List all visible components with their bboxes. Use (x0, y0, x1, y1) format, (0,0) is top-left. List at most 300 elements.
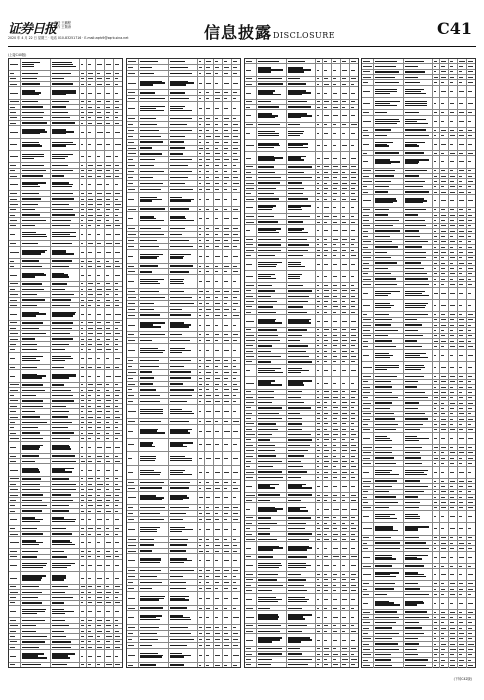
text-line (128, 551, 136, 552)
text-line (97, 165, 102, 166)
table-cell (138, 554, 167, 567)
text-line (106, 484, 109, 485)
text-line (351, 599, 355, 600)
text-line (81, 461, 85, 462)
text-line (88, 300, 93, 301)
text-line (224, 92, 228, 93)
text-line (97, 93, 101, 94)
table-cell (245, 271, 256, 282)
table-cell (331, 503, 340, 514)
text-line (351, 413, 355, 414)
table-cell (204, 592, 213, 605)
text-line (288, 290, 312, 291)
text-line (441, 192, 447, 193)
table-cell (86, 442, 95, 453)
table-cell (349, 202, 358, 213)
text-line (140, 395, 160, 396)
text-line (52, 544, 75, 545)
text-line (206, 61, 211, 62)
text-line (258, 556, 272, 557)
table-cell (362, 116, 373, 127)
text-line (246, 166, 253, 167)
text-line (246, 329, 251, 330)
table-row (9, 662, 122, 667)
text-line (258, 290, 275, 291)
text-line (206, 639, 210, 640)
text-line (128, 384, 135, 385)
text-line (199, 130, 202, 131)
text-line (88, 411, 92, 412)
text-line (10, 305, 17, 306)
text-line (441, 220, 445, 221)
text-line (128, 366, 132, 367)
text-line (351, 631, 356, 632)
table-cell (168, 193, 197, 206)
table-cell (86, 126, 95, 137)
table-cell (127, 77, 138, 90)
table-cell (168, 250, 197, 263)
text-line (215, 497, 220, 498)
table-cell (104, 247, 113, 258)
text-line (206, 315, 209, 316)
text-line (88, 519, 91, 520)
text-line (115, 422, 118, 423)
text-line (246, 255, 251, 256)
table-cell (315, 271, 322, 282)
text-line (215, 209, 218, 210)
text-line (258, 631, 280, 632)
text-line (88, 478, 93, 479)
table-cell (349, 128, 358, 139)
text-line (206, 98, 209, 99)
text-line (22, 521, 39, 522)
text-line (81, 252, 84, 253)
table-cell (79, 514, 86, 525)
text-line (246, 631, 253, 632)
text-line (22, 344, 37, 345)
text-line (288, 648, 301, 649)
text-line (333, 345, 337, 346)
text-line (324, 84, 329, 85)
table-cell (457, 156, 466, 167)
text-line (324, 177, 329, 178)
text-line (52, 315, 73, 316)
text-line (97, 411, 102, 412)
text-line (351, 659, 357, 660)
text-line (224, 98, 227, 99)
text-line (52, 406, 67, 407)
text-line (199, 83, 202, 84)
text-line (97, 305, 100, 306)
text-line (10, 367, 15, 368)
text-line (199, 598, 202, 599)
text-line (405, 225, 426, 226)
text-line (324, 107, 327, 108)
text-line (288, 193, 304, 194)
text-line (22, 94, 38, 95)
text-line (258, 361, 270, 362)
text-line (333, 659, 336, 660)
text-line (140, 118, 155, 119)
text-line (81, 597, 83, 598)
table-cell (50, 606, 79, 617)
text-line (10, 225, 16, 226)
table-row (127, 662, 240, 668)
text-line (351, 500, 356, 501)
text-line (88, 556, 92, 557)
text-line (450, 153, 455, 154)
table-cell (466, 116, 475, 127)
table-row (245, 541, 358, 553)
text-line (333, 664, 338, 665)
text-line (10, 289, 15, 290)
text-line (170, 98, 190, 99)
text-line (97, 586, 101, 587)
text-line (22, 664, 41, 665)
table-cell (138, 649, 167, 662)
text-line (246, 528, 250, 529)
text-line (342, 183, 347, 184)
text-line (405, 112, 420, 113)
text-line (140, 271, 152, 272)
text-line (115, 597, 118, 598)
text-line (405, 152, 424, 153)
text-line (233, 148, 238, 149)
text-line (10, 333, 18, 334)
text-line (128, 378, 133, 379)
text-line (246, 244, 253, 245)
text-line (215, 189, 219, 190)
text-line (215, 148, 218, 149)
text-line (288, 351, 306, 352)
text-line (441, 181, 446, 182)
table-cell (104, 370, 113, 381)
text-line (246, 429, 252, 430)
text-line (170, 183, 186, 184)
text-line (324, 402, 327, 403)
text-line (233, 378, 236, 379)
text-line (97, 641, 100, 642)
text-line (97, 275, 100, 276)
text-line (88, 461, 92, 462)
text-line (10, 275, 17, 276)
text-line (128, 108, 135, 109)
table-cell (104, 572, 113, 583)
text-line (324, 321, 328, 322)
text-line (317, 528, 320, 529)
table-row (9, 138, 122, 150)
text-line (170, 159, 193, 160)
text-line (434, 103, 436, 104)
table-cell (322, 271, 331, 282)
text-line (224, 218, 230, 219)
text-line (10, 495, 18, 496)
text-line (434, 71, 436, 72)
text-line (115, 64, 119, 65)
table-cell (256, 140, 285, 151)
table-cell (222, 250, 231, 263)
text-line (52, 260, 72, 261)
text-line (342, 356, 347, 357)
text-line (351, 423, 354, 424)
table-cell (322, 225, 331, 236)
text-line (140, 228, 161, 229)
text-line (224, 389, 229, 390)
text-line (215, 309, 220, 310)
text-line (317, 340, 319, 341)
text-line (317, 107, 320, 108)
text-line (351, 340, 356, 341)
table-cell (213, 663, 222, 668)
table-cell (127, 611, 138, 624)
table-cell (231, 102, 240, 115)
text-line (333, 250, 337, 251)
text-line (106, 631, 110, 632)
text-line (441, 215, 446, 216)
text-line (115, 156, 119, 157)
table-cell (373, 139, 402, 150)
text-line (10, 165, 16, 166)
text-line (246, 101, 252, 102)
table-cell (197, 554, 204, 567)
table-cell (349, 140, 358, 151)
text-line (199, 431, 202, 432)
text-line (224, 228, 229, 229)
text-line (351, 654, 355, 655)
text-line (115, 656, 118, 657)
text-line (97, 461, 101, 462)
text-line (106, 384, 109, 385)
table-cell (432, 195, 439, 206)
text-line (106, 283, 110, 284)
table-cell (256, 634, 285, 645)
text-line (10, 234, 15, 235)
text-line (10, 592, 18, 593)
text-line (199, 297, 201, 298)
text-line (405, 220, 425, 221)
text-line (317, 230, 319, 231)
table-cell (340, 663, 349, 667)
text-line (170, 619, 191, 620)
table-cell (322, 594, 331, 605)
text-line (115, 500, 119, 501)
text-line (317, 648, 320, 649)
table-cell (213, 319, 222, 332)
table-cell (9, 537, 20, 548)
text-line (170, 84, 187, 85)
text-line (246, 356, 254, 357)
text-line (88, 578, 91, 579)
text-line (450, 77, 455, 78)
text-line (258, 301, 277, 302)
text-line (351, 335, 357, 336)
text-line (351, 244, 354, 245)
text-line (115, 112, 118, 113)
text-line (450, 121, 453, 122)
text-line (215, 598, 219, 599)
text-line (434, 176, 437, 177)
text-line (258, 83, 282, 84)
text-line (224, 61, 227, 62)
text-line (333, 193, 337, 194)
text-line (140, 352, 162, 353)
text-line (333, 565, 336, 566)
text-line (246, 250, 254, 251)
text-line (52, 620, 65, 621)
table-cell (104, 179, 113, 190)
table-cell (204, 319, 213, 332)
text-line (106, 165, 111, 166)
text-line (324, 361, 327, 362)
text-line (375, 145, 389, 146)
text-line (363, 209, 370, 210)
text-line (115, 447, 120, 448)
table-cell (213, 439, 222, 452)
text-line (333, 207, 336, 208)
text-line (97, 215, 102, 216)
table-cell (197, 275, 204, 288)
text-line (224, 560, 229, 561)
text-line (351, 517, 355, 518)
text-line (128, 458, 132, 459)
table-cell (245, 663, 256, 667)
table-cell (9, 126, 20, 137)
text-line (333, 397, 338, 398)
text-line (52, 112, 69, 113)
table-cell (204, 439, 213, 452)
text-line (468, 77, 473, 78)
table-cell (315, 503, 322, 514)
table-cell (113, 151, 122, 162)
text-line (324, 296, 329, 297)
text-line (206, 309, 211, 310)
text-line (233, 159, 238, 160)
text-line (115, 625, 118, 626)
text-line (81, 647, 84, 648)
text-line (333, 654, 338, 655)
table-cell (204, 250, 213, 263)
table-cell (340, 110, 349, 121)
table-row (245, 127, 358, 139)
text-line (215, 633, 220, 634)
text-line (246, 486, 252, 487)
text-line (233, 389, 238, 390)
text-line (106, 199, 110, 200)
table-cell (104, 442, 113, 453)
text-line (468, 181, 473, 182)
text-line (10, 433, 16, 434)
text-line (468, 135, 472, 136)
text-line (246, 177, 252, 178)
text-line (224, 189, 227, 190)
text-line (206, 118, 211, 119)
text-line (10, 400, 18, 401)
text-line (106, 495, 111, 496)
text-line (128, 529, 135, 530)
text-line (128, 588, 134, 589)
text-line (206, 507, 209, 508)
text-line (128, 627, 135, 628)
text-line (317, 539, 320, 540)
table-cell (197, 344, 204, 357)
text-line (324, 509, 329, 510)
table-cell (79, 650, 86, 661)
text-line (81, 395, 83, 396)
text-line (375, 209, 389, 210)
text-line (199, 529, 201, 530)
text-line (215, 655, 220, 656)
text-line (375, 220, 398, 221)
text-line (206, 130, 209, 131)
text-line (199, 458, 202, 459)
column-4 (361, 52, 476, 668)
text-line (88, 592, 91, 593)
text-line (215, 67, 219, 68)
text-line (405, 163, 418, 164)
text-line (324, 158, 330, 159)
text-line (468, 91, 472, 92)
text-line (10, 542, 19, 543)
text-line (88, 500, 92, 501)
text-line (342, 659, 348, 660)
text-line (351, 78, 356, 79)
text-line (140, 627, 159, 628)
text-line (81, 73, 84, 74)
table-row (127, 343, 240, 357)
table-cell (95, 308, 104, 319)
text-line (468, 153, 473, 154)
text-line (22, 145, 42, 146)
text-line (288, 356, 309, 357)
text-line (97, 234, 100, 235)
text-line (22, 133, 40, 134)
table-cell (104, 464, 113, 475)
text-line (22, 193, 38, 194)
text-line (333, 548, 338, 549)
text-line (363, 135, 369, 136)
table-cell (340, 594, 349, 605)
text-line (10, 484, 16, 485)
text-line (22, 647, 38, 648)
text-line (351, 539, 355, 540)
text-line (317, 255, 320, 256)
text-line (52, 214, 76, 215)
text-line (233, 645, 238, 646)
text-line (342, 124, 346, 125)
text-line (52, 395, 74, 396)
table-cell (204, 405, 213, 418)
text-line (22, 510, 42, 511)
table-cell (231, 405, 240, 418)
text-line (224, 366, 228, 367)
text-line (115, 456, 118, 457)
table-row (127, 451, 240, 465)
text-line (170, 383, 184, 384)
text-line (22, 299, 44, 300)
text-line (258, 439, 270, 440)
text-line (215, 218, 218, 219)
text-line (224, 519, 227, 520)
text-line (363, 200, 371, 201)
text-line (288, 239, 308, 240)
text-line (22, 328, 39, 329)
text-line (246, 461, 251, 462)
text-line (342, 329, 346, 330)
text-line (128, 411, 136, 412)
text-line (317, 321, 320, 322)
table-cell (331, 259, 340, 270)
text-line (342, 264, 347, 265)
